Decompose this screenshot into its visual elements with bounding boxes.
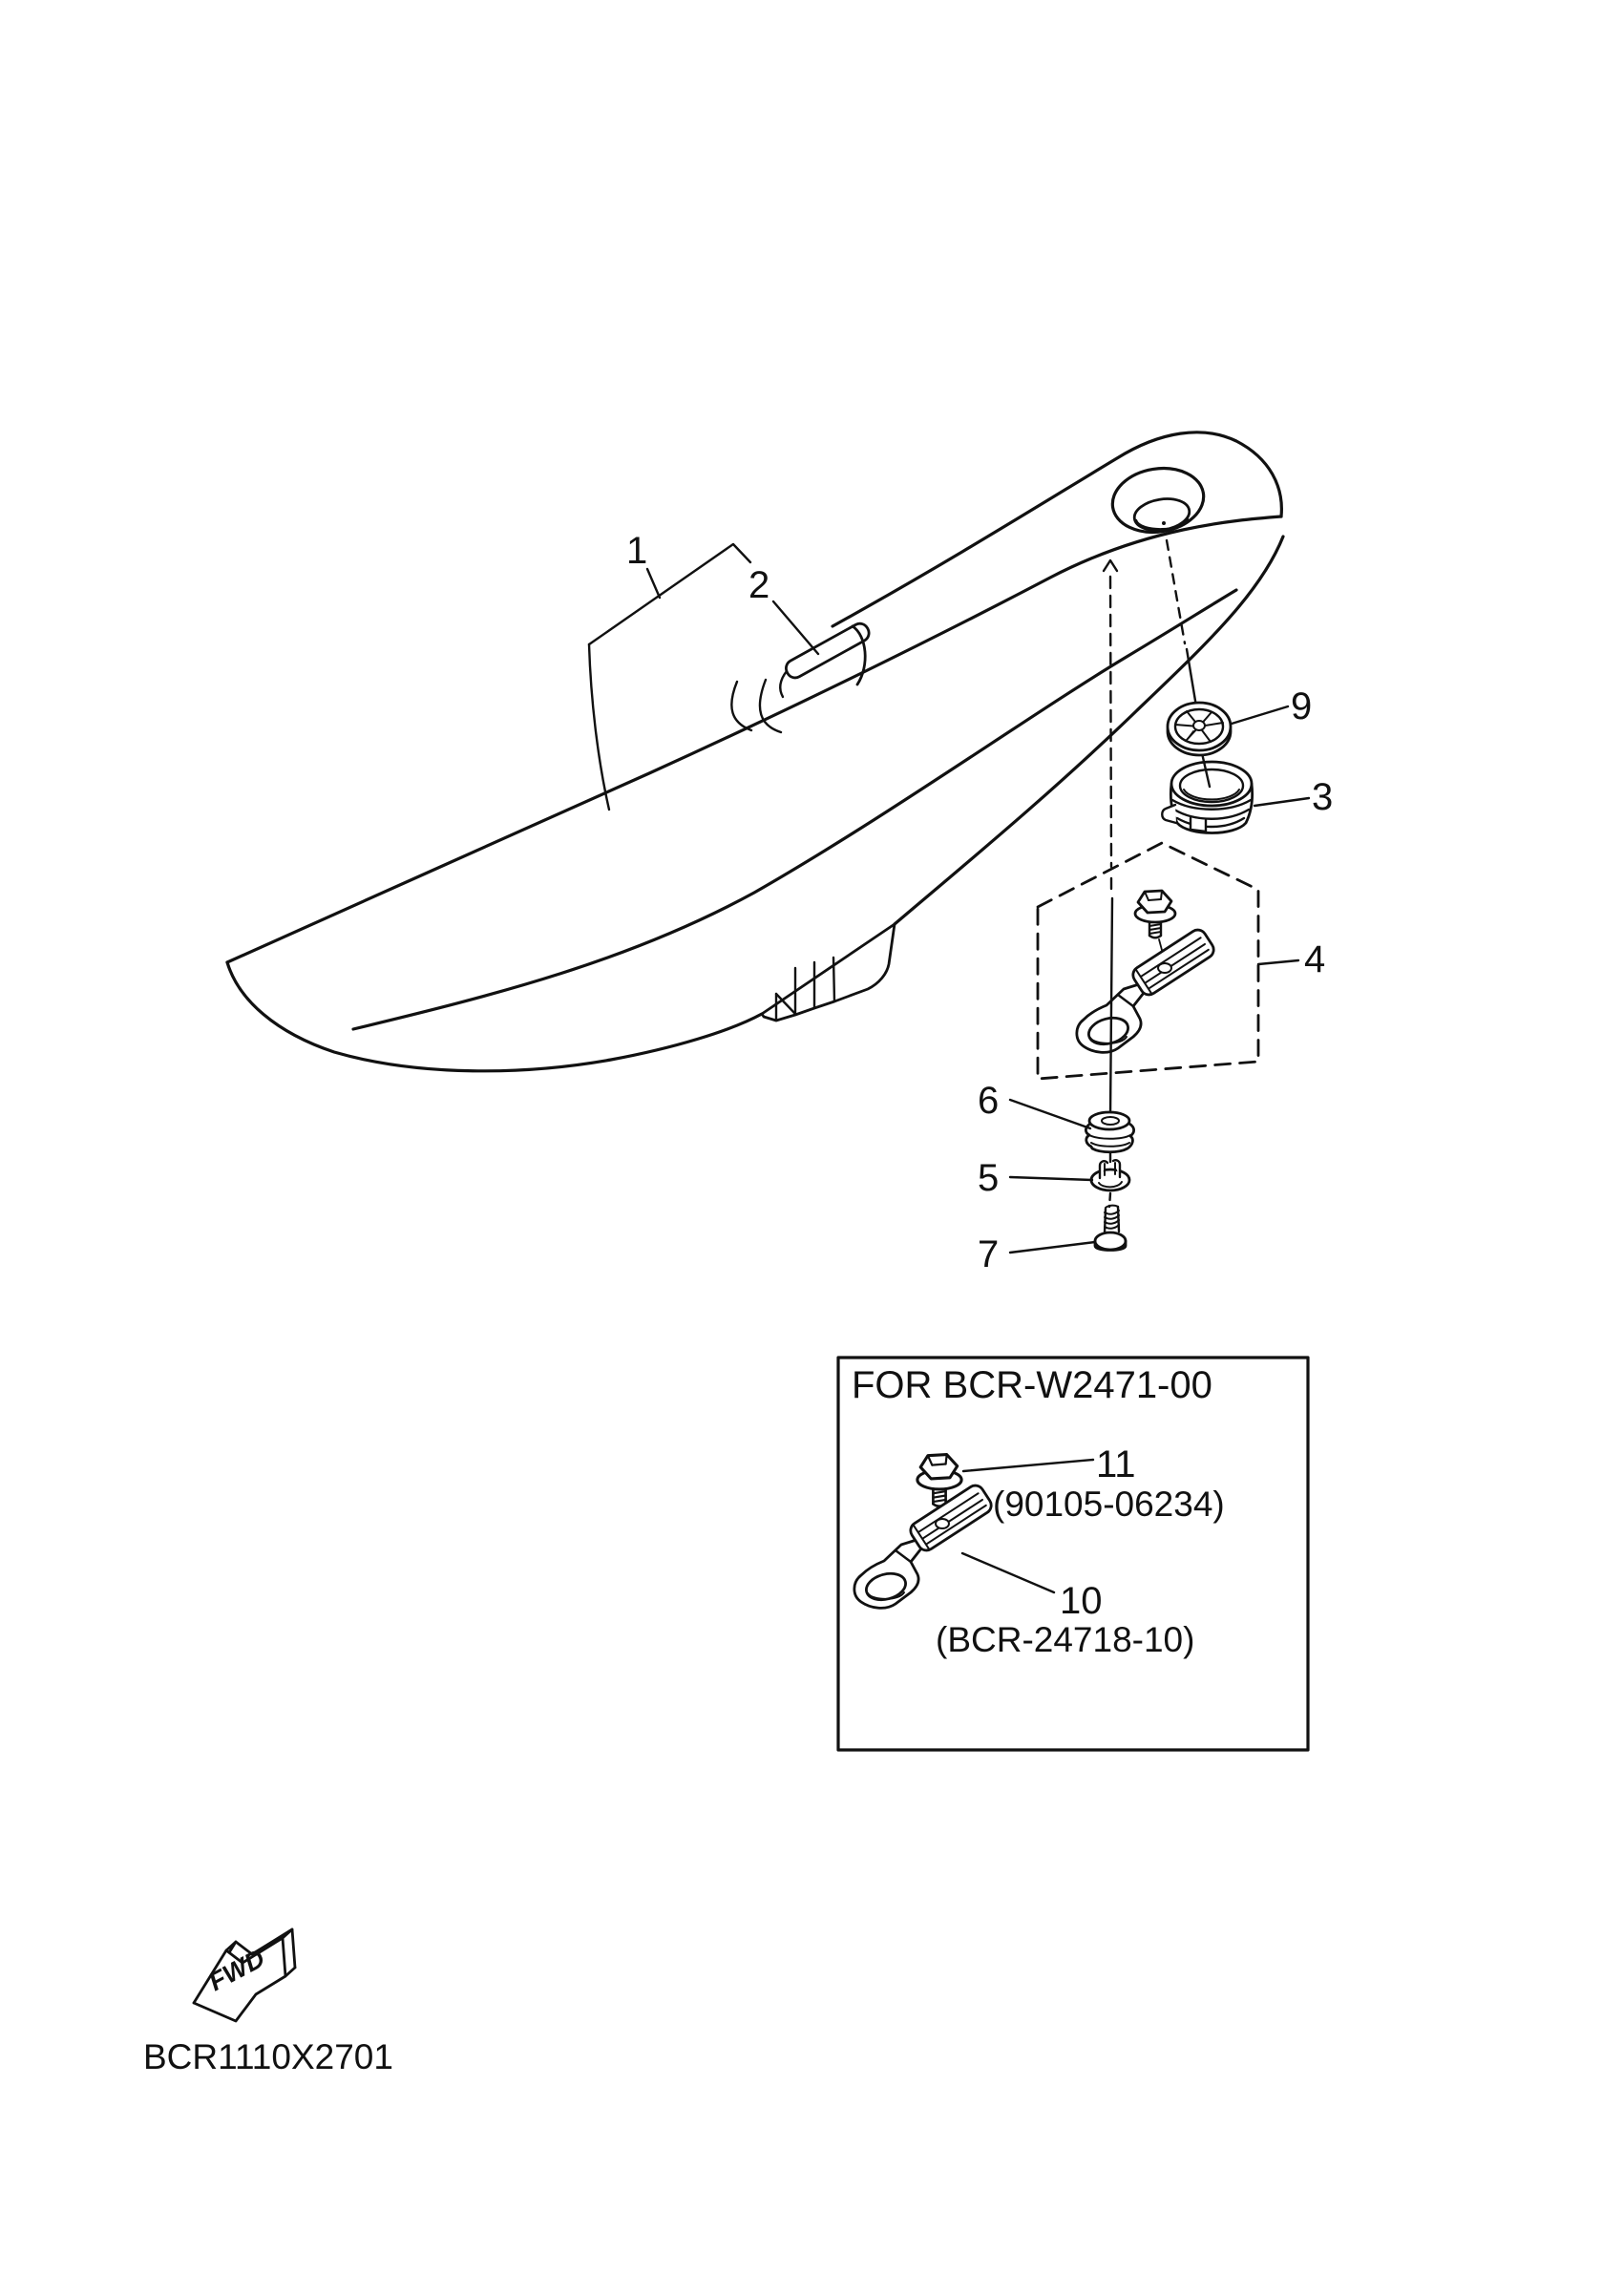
callout-5-label: 5 [978,1157,1000,1199]
part-11-code: (90105-06234) [993,1485,1225,1524]
callout-11-label: 11 [1096,1443,1136,1485]
fwd-arrow-label: FWD [203,1943,270,1997]
inset-box-title: FOR BCR-W2471-00 [852,1364,1212,1406]
callout-4-label: 4 [1304,938,1326,980]
part-6-damper [1086,1112,1133,1152]
callout-10-label: 10 [1060,1580,1103,1622]
part-9-washer [1168,703,1231,755]
callout-6-label: 6 [978,1080,1000,1122]
callout-1-label: 1 [626,530,648,572]
callout-3-label: 3 [1312,776,1334,818]
part-10-code: (BCR-24718-10) [936,1620,1195,1659]
diagram-code: BCR1110X2701 [143,2037,393,2076]
part-3-notch [1191,818,1206,832]
callout-2-label: 2 [748,564,770,606]
callout-7-label: 7 [978,1233,1000,1275]
callout-9-label: 9 [1291,685,1313,727]
